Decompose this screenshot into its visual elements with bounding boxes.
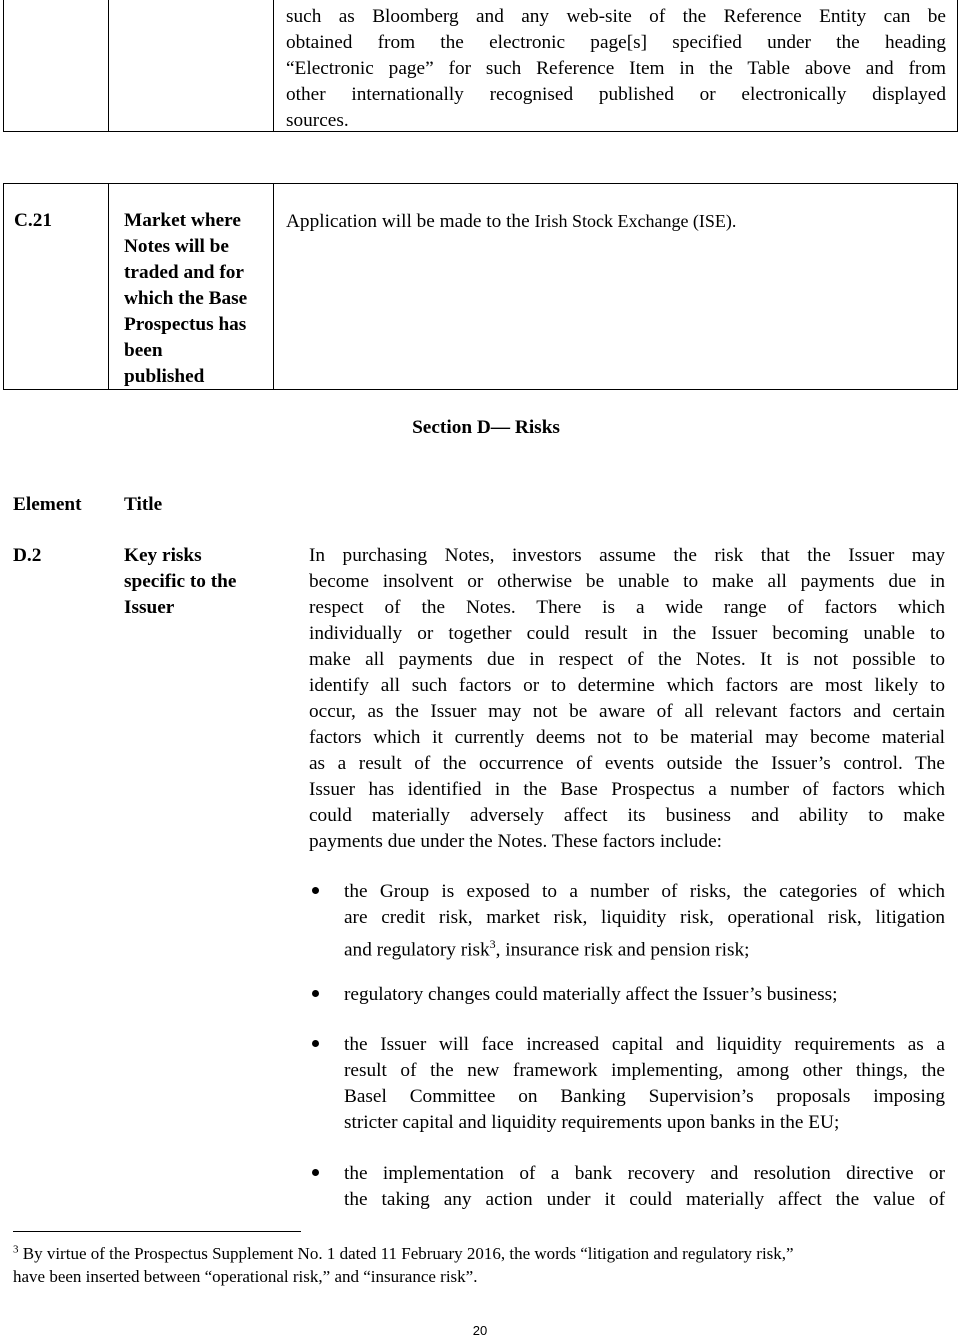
header-title: Title: [124, 494, 163, 515]
title-line: specific to the: [124, 571, 237, 592]
text-line: the Issuer will face increased capital and liquidity requirements as a: [344, 1034, 945, 1055]
body-d2: [309, 543, 945, 855]
text-line: could materially adversely affect its business and ability to make: [309, 805, 945, 826]
title-line: Notes will be: [124, 236, 229, 257]
footnote: [13, 1242, 953, 1288]
text-line: are credit risk, market risk, liquidity risk, operational risk, litigation: [344, 907, 945, 928]
bullet-icon: [312, 887, 319, 894]
header-element: Element: [13, 494, 82, 515]
bullet-icon: [312, 990, 319, 997]
title-line: Key risks: [124, 545, 202, 566]
text-line: Basel Committee on Banking Supervision’s proposals imposing: [344, 1086, 945, 1107]
text-line: the Group is exposed to a number of risks, the categories of which: [344, 881, 945, 902]
title-line: Market where: [124, 210, 241, 231]
text-line: sources.: [286, 110, 349, 131]
page-number: 20: [472, 1323, 488, 1338]
text-segment: and regulatory risk: [344, 939, 490, 961]
text-c21: [286, 208, 946, 235]
text-line: [344, 931, 945, 963]
footnote-mark: 3: [13, 1243, 19, 1256]
footnote-line: have been inserted between “operational risk,” and “insurance risk”.: [13, 1267, 478, 1286]
footnote-line: [13, 1242, 953, 1265]
text-segment: , insurance risk and pension risk;: [495, 939, 750, 961]
text-line: factors which it currently deems not to be material may become material: [309, 727, 945, 748]
text-line: identify all such factors or to determine which factors are most likely to: [309, 675, 945, 696]
text-line: “Electronic page” for such Reference Item in the Table above and from: [286, 58, 946, 79]
text-line: occur, as the Issuer may not be aware of all relevant factors and certain: [309, 701, 945, 722]
bullet-icon: [312, 1169, 319, 1176]
footnote-separator: [13, 1231, 301, 1232]
column-divider: [273, 184, 274, 389]
text-line: such as Bloomberg and any web-site of the Reference Entity can be: [286, 6, 946, 27]
text-line: become insolvent or otherwise be unable to make all payments due in: [309, 571, 945, 592]
title-line: published: [124, 366, 205, 387]
text-line: individually or together could result in the Issuer becoming unable to: [309, 623, 945, 644]
element-id-c21: C.21: [14, 210, 53, 231]
text-line: payments due under the Notes. These factors include:: [309, 831, 722, 852]
column-divider: [273, 0, 274, 131]
title-line: Issuer: [124, 597, 175, 618]
text-line: the implementation of a bank recovery and resolution directive or: [344, 1163, 945, 1184]
text-line: Issuer has identified in the Base Prospectus a number of factors which: [309, 779, 945, 800]
title-line: which the Base: [124, 288, 248, 309]
column-divider: [108, 0, 109, 131]
title-c21: [124, 208, 272, 390]
text-segment: Application will be made to the: [286, 211, 535, 232]
bullet-item: [344, 879, 945, 963]
text-line: the taking any action under it could materially affect the value of: [344, 1189, 945, 1210]
element-id-d2: D.2: [13, 545, 42, 566]
text-line: respect of the Notes. There is a wide range of factors which: [309, 597, 945, 618]
text-line: other internationally recognised published or electronically displayed: [286, 84, 946, 105]
text-segment: Irish Stock Exchange (ISE).: [534, 211, 737, 231]
section-heading: Section D— Risks: [412, 417, 560, 438]
bullet-icon: [312, 1040, 319, 1047]
text-line: result of the new framework implementing, among other things, the: [344, 1060, 945, 1081]
title-line: traded and for: [124, 262, 244, 283]
text-line: make all payments due in respect of the Notes. It is not possible to: [309, 649, 945, 670]
continuation-text: [286, 4, 946, 134]
title-line: been: [124, 340, 163, 361]
column-divider: [108, 184, 109, 389]
text-line: regulatory changes could materially affect the Issuer’s business;: [344, 984, 838, 1005]
text-line: stricter capital and liquidity requirements upon banks in the EU;: [344, 1112, 840, 1133]
bullet-item: [344, 982, 945, 1008]
title-line: Prospectus has: [124, 314, 247, 335]
footnote-ref: 3: [489, 937, 496, 951]
text-segment: By virtue of the Prospectus Supplement No. 1 dated 11 February 2016, the words “litigation and regulatory risk,”: [18, 1244, 794, 1263]
text-line: obtained from the electronic page[s] specified under the heading: [286, 32, 946, 53]
bullet-item: [344, 1032, 945, 1136]
title-d2: [124, 543, 294, 621]
text-line: as a result of the occurrence of events outside the Issuer’s control. The: [309, 753, 945, 774]
bullet-item: [344, 1161, 945, 1213]
text-line: In purchasing Notes, investors assume the risk that the Issuer may: [309, 545, 945, 566]
